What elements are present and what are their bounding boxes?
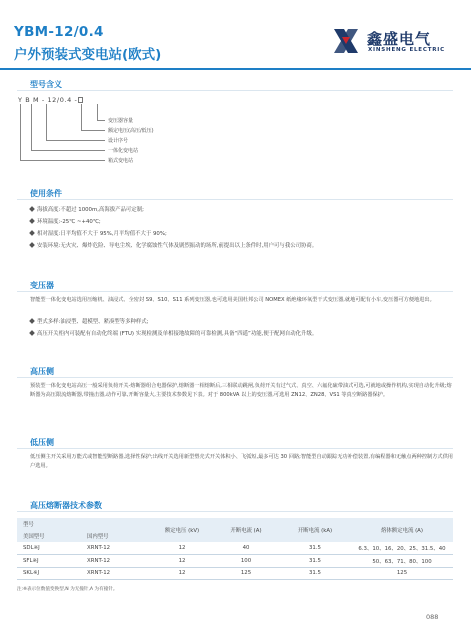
- table-cell: 100: [213, 555, 279, 568]
- bullet-icon: [29, 242, 35, 248]
- table-cell: SKL※J: [17, 567, 81, 580]
- table-row: [17, 567, 453, 580]
- brand-name-en: XINSHENG ELECTRIC: [368, 47, 445, 53]
- conditions-list: [30, 206, 317, 250]
- hv-paragraph: 预装型一体化变电站高压一般采用负荷开关-熔断器组合电器保护,熔断器一相熔断后,三相联动跳闸,负荷开关有过气式、真空、六氟化硫带油式可选,可就地或操作机构,实现自动化升级;熔断器为高压限流熔断器,带撞击器,动作可靠,开断容量大,主要技术参数见下表。对于 800kVA 以上的变压器,可选用 ZN12、ZN28、VS1 等真空断路器保护。: [30, 383, 452, 398]
- fuse-spec-table: [17, 518, 453, 580]
- model-code-text: Y B M - 12/0.4 -: [18, 96, 78, 104]
- section-heading-model: 型号含义: [30, 80, 62, 89]
- table-cell: 40: [213, 542, 279, 555]
- section-divider: [17, 377, 453, 378]
- brand-mark-icon: [331, 26, 361, 56]
- leader-line: [46, 140, 105, 141]
- leader-line: [20, 104, 21, 160]
- leader-line: [46, 104, 47, 140]
- lv-paragraph: 低压侧主开关采用万能式或智能型断路器,选择性保护;出线开关选用新型塑壳式开关体积小、飞弧短,最多可达 30 回路;智能型自动跟踪无功补偿装置,有编程器和无触点两种控制方式供用户选用。: [30, 454, 453, 469]
- bullet-icon: [29, 330, 35, 336]
- table-cell: XRNT-12: [81, 567, 151, 580]
- table-header-break-a: 开断电流 (A): [213, 518, 279, 542]
- list-item: 型式多样:油浸型、超模型、紧凑型等多种样式;: [30, 318, 317, 326]
- leader-line: [31, 104, 32, 150]
- model-label: 额定电压(高压/低压): [108, 128, 154, 134]
- product-name-title: 户外预装式变电站(欧式): [14, 47, 162, 63]
- table-cell: 12: [151, 567, 213, 580]
- section-divider: [17, 511, 453, 512]
- table-cell: 31.5: [279, 567, 351, 580]
- model-label: 设计序号: [108, 138, 129, 144]
- table-header-domestic: 国内型号: [81, 530, 151, 542]
- section-divider: [17, 448, 453, 449]
- bullet-icon: [29, 318, 35, 324]
- leader-line: [20, 160, 105, 161]
- section-heading-conditions: 使用条件: [30, 189, 62, 198]
- table-cell: 12: [151, 542, 213, 555]
- brand-logo: [331, 24, 461, 68]
- model-code-box: [78, 97, 83, 103]
- section-divider: [17, 199, 453, 200]
- section-heading-lv: 低压侧: [30, 438, 54, 447]
- table-row: [17, 555, 453, 568]
- table-header-row: [17, 518, 453, 530]
- model-label: 一体化变电站: [108, 148, 139, 154]
- table-cell: SFL※J: [17, 555, 81, 568]
- leader-line: [97, 104, 98, 120]
- table-header-model: 型号: [17, 518, 151, 530]
- list-item: 相对湿度:日平均值不大于 95%,月平均值不大于 90%;: [30, 230, 317, 238]
- list-item: 环境温度:-25℃ ~+40℃;: [30, 218, 317, 226]
- list-item: 安装环境:无火灾、爆炸危险、导电尘埃、化学腐蚀性气体及剧烈振动的场所,前提出以上条件时,用户可与我公司协商。: [30, 242, 317, 250]
- model-label: 变压器容量: [108, 118, 134, 124]
- page-number: 088: [426, 613, 439, 621]
- table-header-fuse: 熔体额定电流 (A): [351, 518, 453, 542]
- table-header-voltage: 额定电压 (kV): [151, 518, 213, 542]
- model-label: 箱式变电站: [108, 158, 134, 164]
- table-cell: 31.5: [279, 542, 351, 555]
- header-divider: [0, 68, 471, 70]
- bullet-icon: [29, 230, 35, 236]
- table-cell: 125: [351, 567, 453, 580]
- table-cell: 6.3、10、16、20、25、31.5、40: [351, 542, 453, 555]
- list-item: 海拔高度:不超过 1000m,高海拔产品可定制;: [30, 206, 317, 214]
- table-row: [17, 542, 453, 555]
- table-cell: SDL※J: [17, 542, 81, 555]
- product-model-title: YBM-12/0.4: [14, 24, 104, 40]
- bullet-icon: [29, 218, 35, 224]
- section-heading-transformer: 变压器: [30, 281, 54, 290]
- table-cell: XRNT-12: [81, 555, 151, 568]
- table-cell: 50、63、71、80、100: [351, 555, 453, 568]
- section-divider: [17, 291, 453, 292]
- table-note: 注:※表示位数值变换型,N 为无撞针,A 为有撞针。: [17, 587, 118, 592]
- transformer-list: [30, 318, 317, 338]
- model-code: [18, 96, 83, 104]
- leader-line: [97, 120, 105, 121]
- section-divider: [17, 90, 453, 91]
- table-cell: XRNT-12: [81, 542, 151, 555]
- section-heading-spec: 高压熔断器技术参数: [30, 501, 102, 510]
- table-cell: 12: [151, 555, 213, 568]
- leader-line: [81, 130, 105, 131]
- leader-line: [81, 104, 82, 130]
- list-item: 高压开关柜内可装配有自动化终端 (FTU) 实现检测及单相接地故障的可靠检测,具备“四遥”功能,便于配网自动化升级。: [30, 330, 317, 338]
- table-cell: 125: [213, 567, 279, 580]
- leader-line: [31, 150, 105, 151]
- section-heading-hv: 高压侧: [30, 367, 54, 376]
- table-header-break-ka: 开断电流 (kA): [279, 518, 351, 542]
- table-header-foreign: 美国型号: [17, 530, 81, 542]
- brand-name-cn: 鑫盛电气: [367, 30, 432, 48]
- table-cell: 31.5: [279, 555, 351, 568]
- transformer-paragraph: 智能型一体化变电站选用压缩机、油浸式、全密封 S9、S10、S11 系列变压器,也可选用美国杜邦公司 NOMEX 纸绝缘环氧型干式变压器,就地可配有小车,变压器可方便地进出。: [30, 297, 435, 303]
- bullet-icon: [29, 206, 35, 212]
